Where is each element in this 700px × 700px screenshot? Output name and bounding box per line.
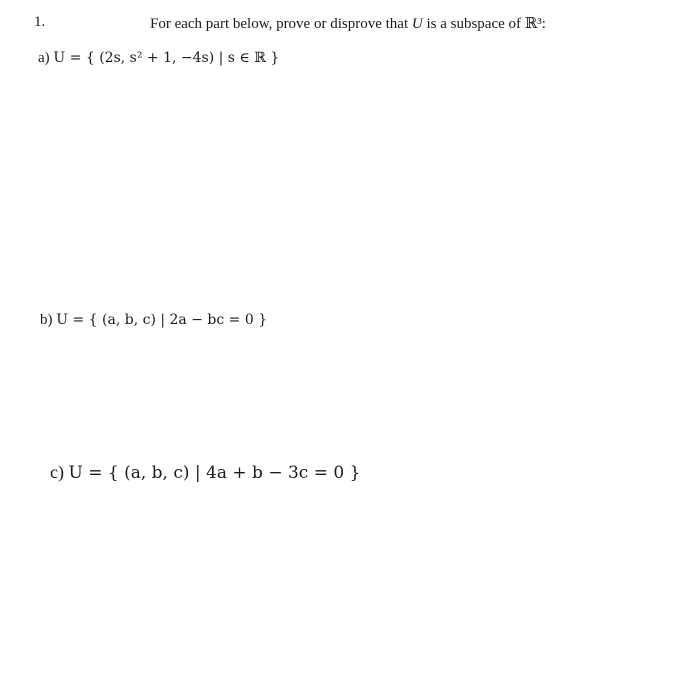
part-b-expression: U = { (a, b, c) | 2a − bc = 0 } <box>56 312 268 328</box>
instruction-suffix: is a subspace of ℝ³: <box>426 16 546 32</box>
part-a <box>38 50 279 67</box>
part-a-expression: U = { (2s, s² + 1, −4s) | s ∈ ℝ } <box>53 50 280 66</box>
part-b <box>40 312 267 329</box>
instruction-variable: U <box>411 16 423 32</box>
instruction-prefix: For each part below, prove or disprove that <box>150 16 409 32</box>
part-c-label: c) <box>50 462 64 482</box>
part-b-label: b) <box>40 312 53 328</box>
problem-instruction <box>150 14 546 33</box>
part-c-expression: U = { (a, b, c) | 4a + b − 3c = 0 } <box>68 463 361 483</box>
part-a-label: a) <box>38 50 50 66</box>
part-c <box>50 462 360 483</box>
problem-number: 1. <box>34 14 46 30</box>
